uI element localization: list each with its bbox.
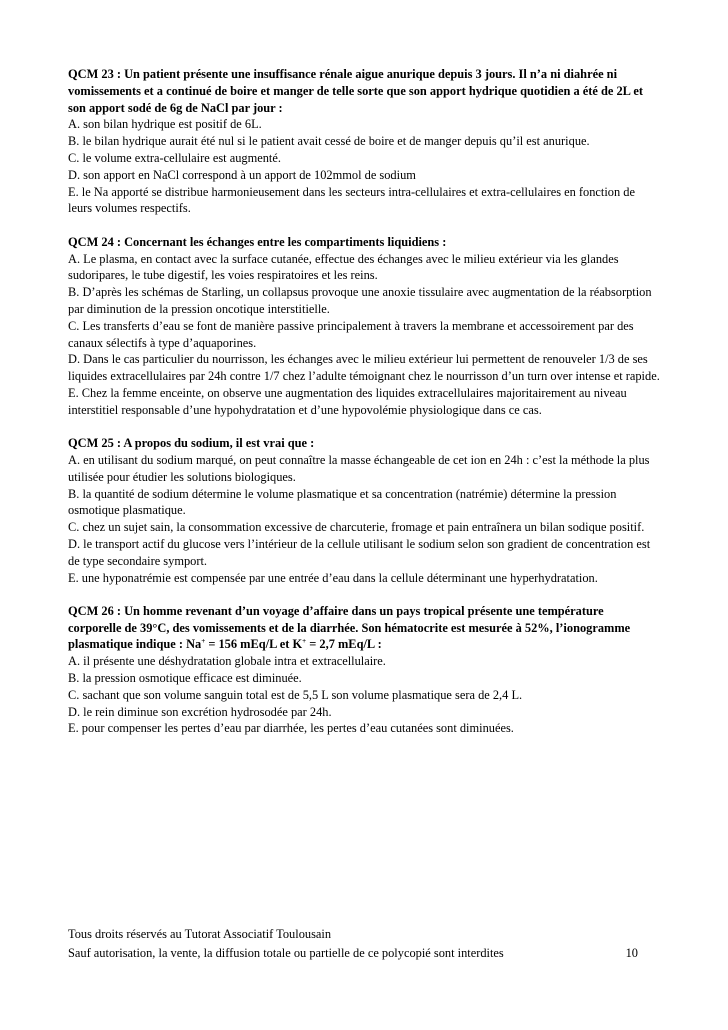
page-footer: [68, 925, 660, 963]
page-number: 10: [625, 946, 638, 960]
question-text: QCM 24 : Concernant les échanges entre les compartiments liquidiens :: [68, 234, 447, 249]
answer-e: E. le Na apporté se distribue harmonieusement dans les secteurs intra-cellulaires et extra-cellulaires en fonction de leurs volumes respectifs.: [68, 184, 635, 216]
answer-c: C. Les transferts d’eau se font de manière passive principalement à travers la membrane et accessoirement par des canaux sélectifs à type d’aquaporines.: [68, 318, 634, 350]
qcm-25: [68, 435, 660, 586]
answer-c: C. chez un sujet sain, la consommation excessive de charcuterie, fromage et pain entraînera un bilan sodique positif.: [68, 520, 645, 535]
answer-a: A. son bilan hydrique est positif de 6L.: [68, 117, 262, 132]
document-body: [68, 66, 660, 754]
answer-b: B. D’après les schémas de Starling, un collapsus provoque une anoxie tissulaire avec augmentation de la réabsorption par diminution de la pression oncotique interstitielle.: [68, 285, 652, 316]
answer-b: B. la pression osmotique efficace est diminuée.: [68, 671, 302, 686]
qcm-26: [68, 603, 660, 737]
answer-e: E. une hyponatrémie est compensée par une entrée d’eau dans la cellule déterminant une hyperhydratation.: [68, 570, 598, 585]
answer-d: D. Dans le cas particulier du nourrisson, les échanges avec le milieu extérieur lui permettent de renouveler 1/3 de ses liquides extracellulaires par 24h contre 1/7 chez l’adulte témoignant chez le nourrisson d’un turn over intense et rapide.: [68, 352, 660, 384]
answer-a: A. il présente une déshydratation globale intra et extracellulaire.: [68, 654, 386, 669]
answer-b: B. le bilan hydrique aurait été nul si le patient avait cessé de boire et de manger depuis qu’il est anurique.: [68, 134, 590, 149]
answer-c: C. sachant que son volume sanguin total est de 5,5 L son volume plasmatique sera de 2,4 L.: [68, 687, 523, 702]
footer-notice: Sauf autorisation, la vente, la diffusion totale ou partielle de ce polycopié sont interdites: [68, 946, 504, 960]
qcm-24: [68, 234, 660, 419]
question-part: QCM 26 : Un homme revenant d’un voyage d’affaire dans un pays tropical présente une température corporelle de 39°C, des vomissements et de la diarrhée. Son hématocrite est mesurée à 52%, l’ionogramme plasmatique indique : Na: [68, 603, 631, 652]
superscript-plus: +: [302, 637, 307, 646]
answer-a: A. Le plasma, en contact avec la surface cutanée, effectue des échanges avec le milieu extérieur via les glandes sudoripares, le tube digestif, les voies respiratoires et les reins.: [68, 251, 619, 283]
qcm-23: [68, 66, 660, 217]
footer-copyright: Tous droits réservés au Tutorat Associatif Toulousain: [68, 927, 332, 941]
answer-e: E. pour compenser les pertes d’eau par diarrhée, les pertes d’eau cutanées sont diminuées.: [68, 721, 514, 736]
answer-a: A. en utilisant du sodium marqué, on peut connaître la masse échangeable de cet ion en 24h : c’est la méthode la plus utilisée pour étudier les solutions biologiques.: [68, 452, 650, 484]
answer-e: E. Chez la femme enceinte, on observe une augmentation des liquides extracellulaires majoritairement au niveau interstitiel responsable d’une hypohydratation et d’une hypovolémie physiologique dans ce cas.: [68, 385, 627, 417]
question-part: = 156 mEq/L et K: [205, 637, 303, 652]
answer-d: D. son apport en NaCl correspond à un apport de 102mmol de sodium: [68, 167, 416, 182]
question-text: QCM 23 : Un patient présente une insuffisance rénale aigue anurique depuis 3 jours. Il n’a ni diahrée ni vomissements et a continué de boire et manger de telle sorte que son apport hydrique quotidien a été de 2L et son apport sodé de 6g de NaCl par jour :: [68, 67, 643, 115]
question-text: [68, 603, 660, 653]
answer-d: D. le transport actif du glucose vers l’intérieur de la cellule utilisant le sodium selon son gradient de concentration est de type secondaire symport.: [68, 536, 651, 568]
answer-d: D. le rein diminue son excrétion hydrosodée par 24h.: [68, 704, 332, 719]
question-text: QCM 25 : A propos du sodium, il est vrai que :: [68, 436, 315, 451]
answer-c: C. le volume extra-cellulaire est augmenté.: [68, 150, 281, 165]
question-part: = 2,7 mEq/L :: [306, 637, 382, 652]
answer-b: B. la quantité de sodium détermine le volume plasmatique et sa concentration (natrémie) détermine la pression osmotique plasmatique.: [68, 486, 617, 518]
superscript-plus: +: [201, 637, 206, 646]
